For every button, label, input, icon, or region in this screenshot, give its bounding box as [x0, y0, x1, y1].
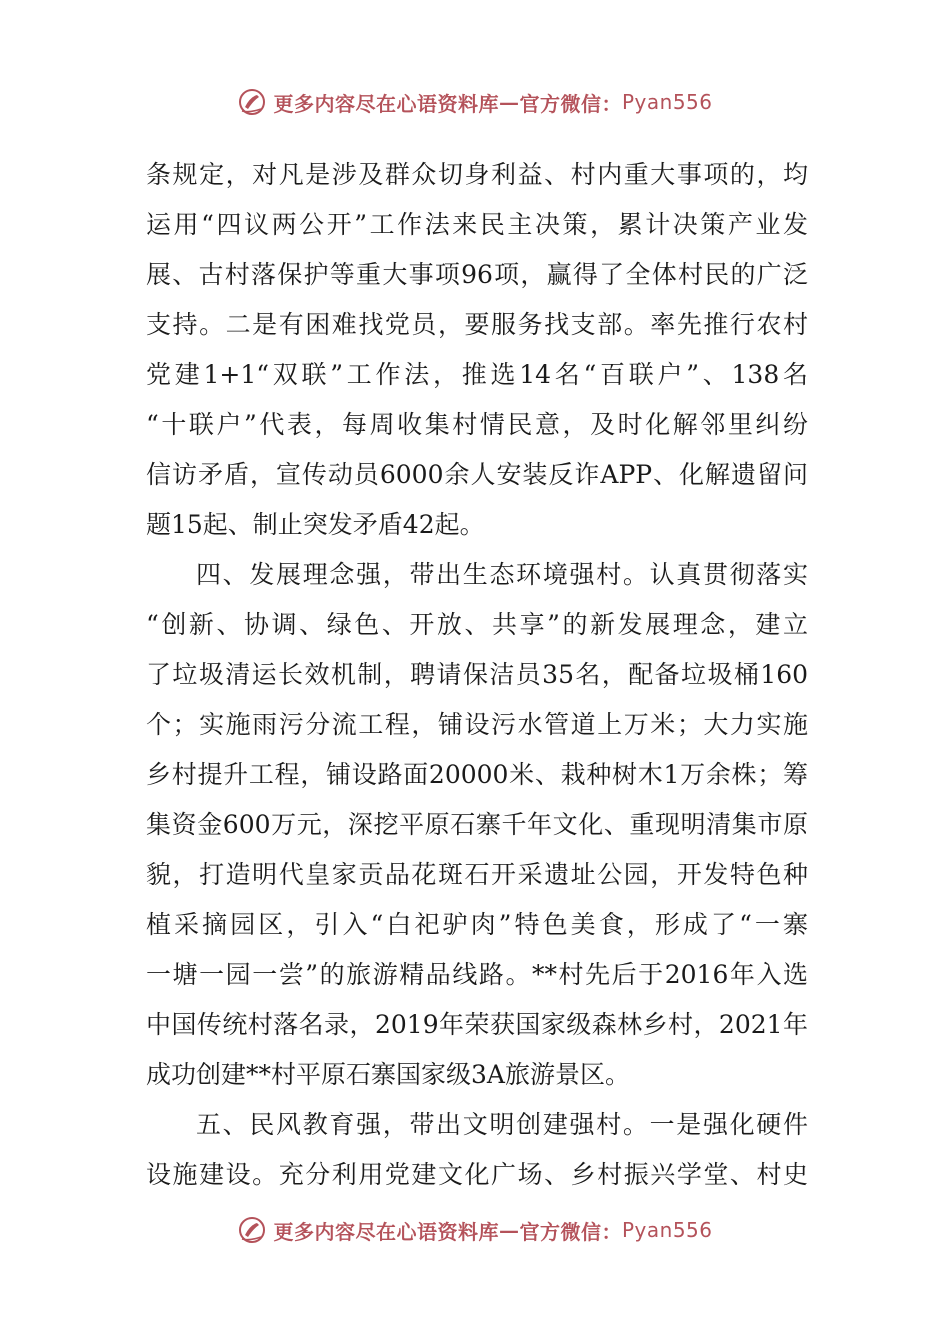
- text-line: “十联户”代表，每周收集村情民意，及时化解邻里纠纷: [146, 410, 808, 439]
- text-line: 支持。二是有困难找党员，要服务找支部。率先推行农村: [146, 310, 808, 339]
- banner-main-text: 更多内容尽在心语资料库: [273, 1219, 499, 1244]
- text-line: 条规定，对凡是涉及群众切身利益、村内重大事项的，均: [146, 160, 808, 189]
- banner-main-text: 更多内容尽在心语资料库: [273, 91, 499, 116]
- text-line: “创新、协调、绿色、开放、共享”的新发展理念，建立: [146, 610, 808, 639]
- text-line: 运用“四议两公开”工作法来民主决策，累计决策产业发: [146, 210, 808, 239]
- banner-wechat-id: Pyan556: [621, 1218, 713, 1242]
- document-body: [146, 150, 808, 1200]
- text-line: 植采摘园区，引入“白祀驴肉”特色美食，形成了“一寨: [146, 910, 808, 939]
- text-line: 集资金600万元，深挖平原石寨千年文化、重现明清集市原: [146, 810, 808, 839]
- text-line: 设施建设。充分利用党建文化广场、乡村振兴学堂、村史: [146, 1160, 808, 1189]
- banner-wechat-label: 官方微信：: [519, 1219, 622, 1244]
- paragraph-heading-line: 五、民风教育强，带出文明创建强村。一是强化硬件: [196, 1110, 808, 1139]
- paragraph-heading-line: 四、发展理念强，带出生态环境强村。认真贯彻落实: [196, 560, 808, 589]
- text-line: 中国传统村落名录，2019年荣获国家级森林乡村，2021年: [146, 1010, 808, 1039]
- text-line: 一塘一园一尝”的旅游精品线路。**村先后于2016年入选: [146, 960, 808, 989]
- banner-wechat-label: 官方微信：: [519, 91, 622, 116]
- text-line: 成功创建**村平原石寨国家级3A旅游景区。: [146, 1060, 630, 1089]
- text-line: 党建1+1“双联”工作法，推选14名“百联户”、138名: [146, 360, 808, 389]
- pen-signature-icon: [237, 87, 267, 117]
- text-line: 题15起、制止突发矛盾42起。: [146, 510, 485, 539]
- text-line: 了垃圾清运长效机制，聘请保洁员35名，配备垃圾桶160: [146, 660, 808, 689]
- banner-wechat-id: Pyan556: [621, 90, 713, 114]
- text-line: 貌，打造明代皇家贡品花斑石开采遗址公园，开发特色种: [146, 860, 808, 889]
- text-line: 信访矛盾，宣传动员6000余人安装反诈APP、化解遗留问: [146, 460, 808, 489]
- footer-watermark-banner: [0, 1208, 950, 1252]
- header-watermark-banner: [0, 80, 950, 124]
- text-line: 个；实施雨污分流工程，铺设污水管道上万米；大力实施: [146, 710, 808, 739]
- text-line: 乡村提升工程，铺设路面20000米、栽种树木1万余株；筹: [146, 760, 808, 789]
- banner-dash: —: [498, 1218, 520, 1242]
- banner-dash: —: [498, 90, 520, 114]
- pen-signature-icon: [237, 1215, 267, 1245]
- text-line: 展、古村落保护等重大事项96项，赢得了全体村民的广泛: [146, 260, 808, 289]
